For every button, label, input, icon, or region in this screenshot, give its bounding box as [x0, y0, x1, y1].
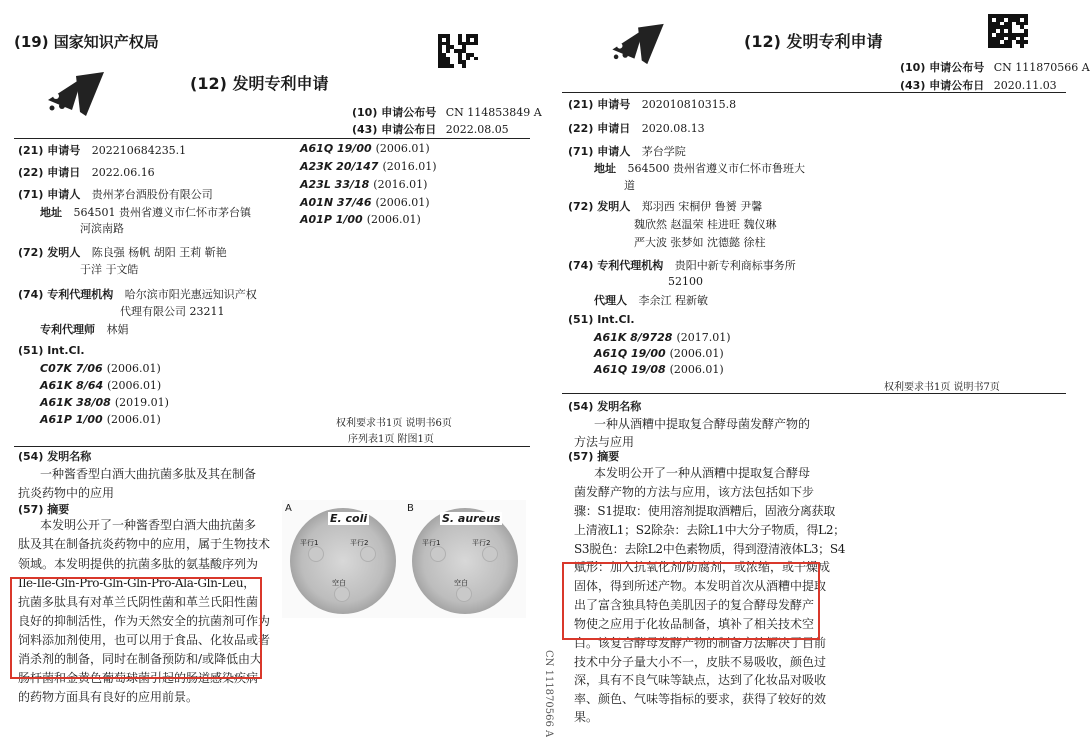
inventors-row: (72) 发明人 陈良强 杨帆 胡阳 王莉 靳艳: [18, 246, 227, 259]
abstract-line: 果。: [574, 710, 599, 724]
abstract-line: 抗菌多肽具有对革兰氏阴性菌和革兰氏阳性菌: [18, 595, 259, 609]
header-divider: [14, 138, 530, 139]
abstract-line: 良好的抑制活性，作为天然安全的抗菌剂可作为: [18, 614, 271, 628]
inventors-row: (72) 发明人 郑羽西 宋桐伊 鲁赟 尹馨: [568, 200, 763, 213]
inventors-line-2: 于洋 于文皓: [80, 263, 139, 276]
intcl-item: A61Q 19/08 (2006.01): [594, 363, 724, 376]
pub-number-row: (10) 申请公布号 CN 111870566 A: [900, 61, 1090, 74]
agency-row: (74) 专利代理机构 哈尔滨市阳光惠远知识产权: [18, 288, 257, 301]
intcl-label: (51) Int.Cl.: [568, 313, 635, 326]
agency-row: (74) 专利代理机构 贵阳中新专利商标事务所: [568, 259, 796, 272]
cnipa-logo-icon: [42, 70, 112, 118]
pub-date-row: (43) 申请公布日 2020.11.03: [900, 79, 1057, 92]
patent-office: (19) 国家知识产权局: [14, 33, 159, 51]
page-count-line-1: 权利要求书1页 说明书6页: [336, 418, 452, 429]
inventors-line-3: 严大波 张梦如 沈德懿 徐柱: [634, 236, 766, 249]
well: [360, 546, 376, 562]
invention-title-line-1: 一种从酒糟中提取复合酵母菌发酵产物的: [594, 417, 811, 431]
abstract-label: (57) 摘要: [568, 450, 620, 463]
abstract-line: 饲料添加剂使用，也可以用于食品、化妆品或者: [18, 633, 271, 647]
pub-number-row: (10) 申请公布号 CN 114853849 A: [352, 106, 542, 119]
agent-row: 专利代理师 林娟: [40, 323, 129, 336]
page-count-line-2: 序列表1页 附图1页: [348, 434, 434, 445]
section-divider: [562, 393, 1066, 394]
app-date-row: (22) 申请日 2022.06.16: [18, 166, 155, 179]
intcl-item: A61Q 19/00 (2006.01): [594, 347, 724, 360]
well: [308, 546, 324, 562]
abstract-line: 技术中分子量大小不一，皮肤不易吸收，颜色过: [574, 655, 827, 669]
intcl-item: A61P 1/00 (2006.01): [40, 413, 161, 426]
highlight-box: [562, 562, 820, 640]
abstract-line: 本发明公开了一种从酒糟中提取复合酵母: [594, 466, 811, 480]
abstract-line: 白。该复合酵母发酵产物的制备方法解决了目前: [574, 636, 827, 650]
abstract-line: 率、颜色、气味等指标的要求，获得了较好的效: [574, 692, 827, 706]
intcl-item: C07K 7/06 (2006.01): [40, 362, 161, 375]
page-count: 权利要求书1页 说明书7页: [884, 382, 1000, 393]
address-row: 地址 564501 贵州省遵义市仁怀市茅台镇: [40, 206, 251, 219]
cnipa-logo-icon: [606, 22, 672, 66]
agency-line-2: 代理有限公司 23211: [120, 305, 225, 318]
qr-code-icon: [438, 34, 478, 68]
inventors-line-2: 魏欣然 赵温荣 桂进旺 魏仪琳: [634, 218, 777, 231]
intcl-item: A61K 38/08 (2019.01): [40, 396, 169, 409]
intcl-item: A61K 8/9728 (2017.01): [594, 331, 731, 344]
abstract-line: 深，具有不良气味等缺点，达到了化妆品对吸收: [574, 673, 827, 687]
abstract-line: 肽及其在制备抗炎药物中的应用，属于生物技术: [18, 537, 271, 551]
abstract-line: 菌发酵产物的方法与应用，该方法包括如下步: [574, 485, 815, 499]
abstract-line: 的药物方面具有良好的应用前景。: [18, 690, 199, 704]
agency-line-2: 52100: [668, 275, 703, 288]
header-divider: [562, 92, 1066, 93]
invention-title-line-2: 抗炎药物中的应用: [18, 486, 115, 500]
abstract-line: 物使之应用于化妆品制备，填补了相关技术空: [574, 617, 815, 631]
class-item: A01N 37/46 (2006.01): [300, 196, 430, 209]
well: [482, 546, 498, 562]
abstract-line: 固体，得到所述产物。本发明首次从酒糟中提取: [574, 579, 827, 593]
abstract-line: 上清液L1；S2除杂：去除L1中大分子物质，得L2；: [574, 523, 845, 537]
title-label: (54) 发明名称: [568, 400, 642, 413]
petri-dish-figure-a: A E. coli 平行1 平行2 空白: [282, 500, 404, 618]
section-divider: [14, 446, 530, 447]
abstract-line: 骤：S1提取：使用溶剂提取酒糟后，固液分离获取: [574, 504, 835, 518]
class-item: A23L 33/18 (2016.01): [300, 178, 428, 191]
applicant-row: (71) 申请人 茅台学院: [568, 145, 686, 158]
invention-title-line-2: 方法与应用: [574, 435, 635, 449]
abstract-line: 出了富含独具特色美肌因子的复合酵母发酵产: [574, 598, 815, 612]
highlight-box: [10, 577, 262, 679]
qr-code-icon: [988, 14, 1028, 48]
applicant-row: (71) 申请人 贵州茅台酒股份有限公司: [18, 188, 213, 201]
title-label: (54) 发明名称: [18, 450, 92, 463]
invention-title-line-1: 一种酱香型白酒大曲抗菌多肽及其在制备: [40, 467, 257, 481]
app-number-row: (21) 申请号 202010810315.8: [568, 98, 737, 111]
patent-type: (12) 发明专利申请: [744, 32, 883, 51]
abstract-line: 领域。本发明提供的抗菌多肽的氨基酸序列为: [18, 557, 259, 571]
abstract-line: 本发明公开了一种酱香型白酒大曲抗菌多: [40, 518, 257, 532]
abstract-line: 消杀剂的制备，同时在制备预防和/或降低由大: [18, 652, 263, 666]
abstract-line: S3脱色：去除L2中色素物质，得到澄清液体L3；S4: [574, 542, 846, 556]
well: [430, 546, 446, 562]
pub-date-row: (43) 申请公布日 2022.08.05: [352, 123, 509, 136]
abstract-line: 肠杆菌和金黄色葡萄球菌引起的肠道感染疾病: [18, 671, 259, 685]
agent-row: 代理人 李余江 程新敏: [594, 294, 708, 307]
patent-type: (12) 发明专利申请: [190, 74, 329, 93]
petri-dish-figure-b: B S. aureus 平行1 平行2 空白: [404, 500, 526, 618]
app-date-row: (22) 申请日 2020.08.13: [568, 122, 705, 135]
address-line-2: 道: [624, 179, 635, 192]
well: [334, 586, 350, 602]
patent-document-1: [0, 0, 540, 726]
class-item: A01P 1/00 (2006.01): [300, 213, 421, 226]
side-pub-code: CN 111870566 A: [543, 650, 554, 737]
intcl-label: (51) Int.Cl.: [18, 344, 85, 357]
class-item: A23K 20/147 (2016.01): [300, 160, 437, 173]
address-line-2: 河滨南路: [80, 222, 124, 235]
address-row: 地址 564500 贵州省遵义市仁怀市鲁班大: [594, 162, 805, 175]
intcl-item: A61K 8/64 (2006.01): [40, 379, 162, 392]
abstract-line: Ile-Ile-Gln-Pro-Gln-Gln-Pro-Ala-Gln-Leu，: [18, 576, 255, 590]
abstract-label: (57) 摘要: [18, 503, 70, 516]
abstract-line: 赋形：加入抗氧化剂/防腐剂，或浓缩，或干燥成: [574, 560, 831, 574]
app-number-row: (21) 申请号 202210684235.1: [18, 144, 187, 157]
class-item: A61Q 19/00 (2006.01): [300, 142, 430, 155]
patent-document-2: [543, 0, 1090, 737]
well: [456, 586, 472, 602]
